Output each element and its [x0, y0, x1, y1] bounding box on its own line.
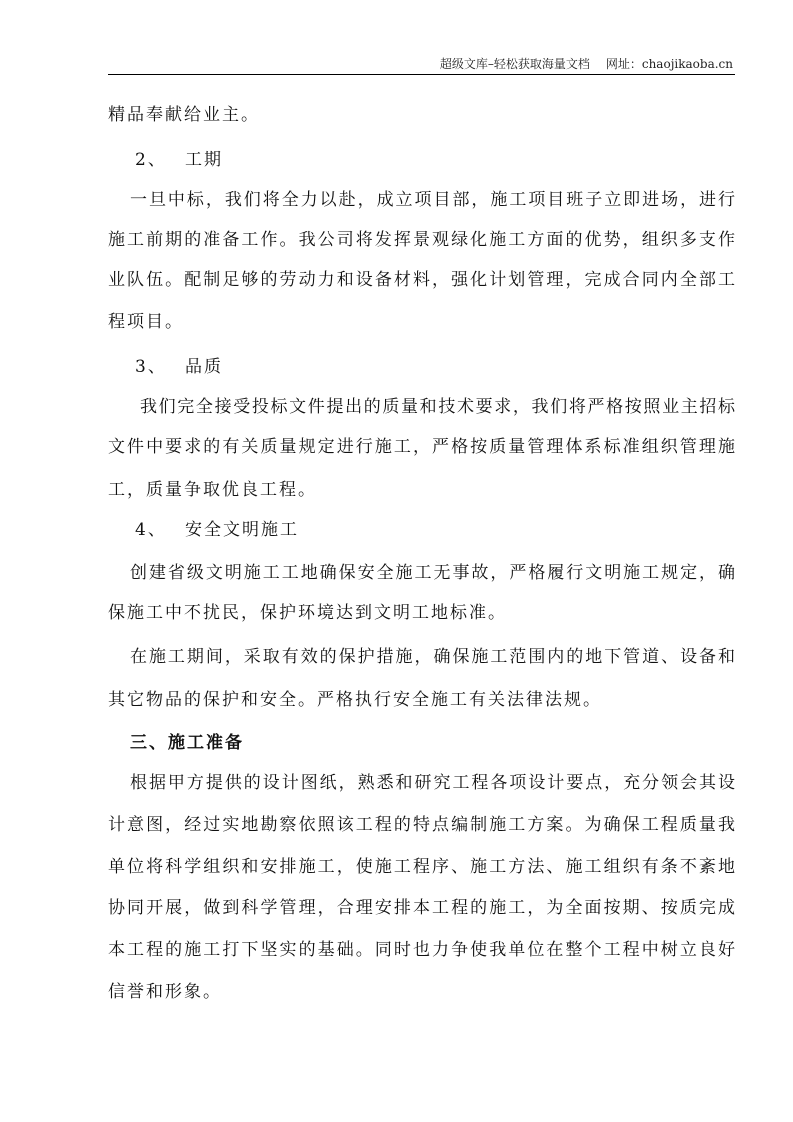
paragraph-line: 保施工中不扰民，保护环境达到文明工地标准。 — [108, 603, 507, 623]
paragraph-line: 程项目。 — [108, 312, 184, 332]
paragraph-line: 信誉和形象。 — [108, 982, 222, 1002]
paragraph-line: 一旦中标，我们将全力以赴，成立项目部，施工项目班子立即进场，进行 — [130, 190, 735, 210]
section-heading-3 — [135, 356, 223, 378]
paragraph-line: 我们完全接受投标文件提出的质量和技术要求，我们将严格按照业主招标 — [140, 397, 735, 417]
paragraph-line: 业队伍。配制足够的劳动力和设备材料，强化计划管理，完成合同内全部工 — [108, 270, 735, 290]
header-rule — [108, 74, 735, 75]
paragraph-line: 本工程的施工打下坚实的基础。同时也力争使我单位在整个工程中树立良好 — [108, 940, 735, 960]
paragraph-line: 在施工期间，采取有效的保护措施，确保施工范围内的地下管道、设备和 — [130, 647, 735, 667]
page-header — [440, 55, 733, 72]
heading-number: 2、 — [135, 150, 167, 170]
header-url: 网址：chaojikaoba.cn — [605, 57, 733, 71]
paragraph-line: 协同开展，做到科学管理，合理安排本工程的施工，为全面按期、按质完成 — [108, 898, 735, 918]
paragraph-line: 根据甲方提供的设计图纸，熟悉和研究工程各项设计要点，充分领会其设 — [130, 773, 735, 793]
paragraph-line: 其它物品的保护和安全。严格执行安全施工有关法律法规。 — [108, 690, 602, 710]
heading-title: 安全文明施工 — [185, 520, 299, 540]
paragraph-line: 计意图，经过实地勘察依照该工程的特点编制施工方案。为确保工程质量我 — [108, 815, 735, 835]
heading-title: 工期 — [185, 150, 223, 170]
heading-number: 4、 — [135, 520, 167, 540]
header-site-name: 超级文库–轻松获取海量文档 — [439, 57, 590, 71]
section-heading-main: 三、施工准备 — [130, 733, 244, 753]
paragraph-line: 工，质量争取优良工程。 — [108, 480, 317, 500]
section-heading-2 — [135, 149, 223, 171]
paragraph-line: 创建省级文明施工工地确保安全施工无事故，严格履行文明施工规定，确 — [130, 563, 735, 583]
paragraph-line: 单位将科学组织和安排施工，使施工程序、施工方法、施工组织有条不紊地 — [108, 857, 735, 877]
heading-title: 品质 — [185, 357, 223, 377]
paragraph-line: 施工前期的准备工作。我公司将发挥景观绿化施工方面的优势，组织多支作 — [108, 230, 735, 250]
paragraph-line: 文件中要求的有关质量规定进行施工，严格按质量管理体系标准组织管理施 — [108, 437, 735, 457]
heading-number: 3、 — [135, 357, 167, 377]
paragraph-line: 精品奉献给业主。 — [108, 105, 260, 125]
section-heading-4 — [135, 519, 299, 541]
